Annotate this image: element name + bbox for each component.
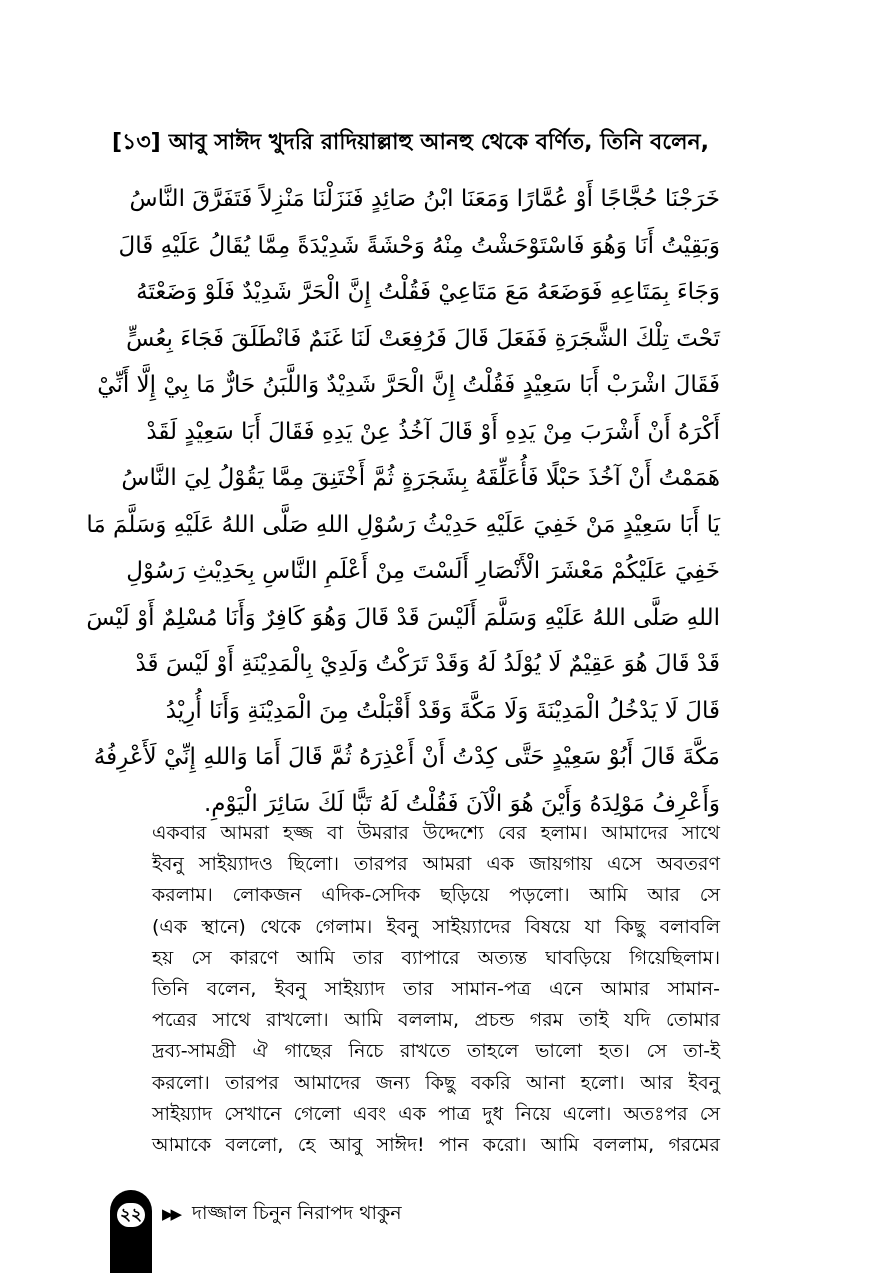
translation-line: হয় সে কারণে আমি তার ব্যাপারে অত্যন্ত ঘাবড়িয়ে গিয়েছিলাম। bbox=[152, 946, 720, 969]
translation-line: আমাকে বললো, হে আবু সাঈদ! পান করো। আমি বললাম, গরমের bbox=[152, 1134, 720, 1157]
arabic-line: وَبَقِيْتُ أَنَا وَهُوَ فَاسْتَوْحَشْتُ مِنْهُ وَحْشَةً شَدِيْدَةً مِمَّا يُقَالُ عَلَيْهِ قَالَ bbox=[118, 232, 720, 259]
arabic-line: وَجَاءَ بِمَتَاعِهِ فَوَضَعَهُ مَعَ مَتَاعِيْ فَقُلْتُ إِنَّ الْحَرَّ شَدِيْدٌ فَلَوْ وَضَعْتَهُ bbox=[136, 279, 720, 305]
page-number-badge bbox=[110, 1190, 152, 1240]
hadith-intro: আবু সাঈদ খুদরি রাদিয়াল্লাহু আনহু থেকে বর্ণিত, তিনি বলেন, bbox=[168, 130, 710, 155]
arabic-line: قَالَ لَا يَدْخُلُ الْمَدِيْنَةَ وَلَا مَكَّةَ وَقَدْ أَقْبَلْتُ مِنَ الْمَدِيْنَةِ وَأَنَا أُرِيْدُ bbox=[165, 697, 720, 724]
page-number: ২২ bbox=[117, 1203, 145, 1227]
translation-line: করলাম। লোকজন এদিক-সেদিক ছড়িয়ে পড়লো। আমি আর সে bbox=[152, 884, 720, 907]
arabic-text-block bbox=[86, 176, 720, 827]
arabic-line: تَحْتَ تِلْكَ الشَّجَرَةِ فَفَعَلَ قَالَ فَرُفِعَتْ لَنَا غَنَمٌ فَانْطَلَقَ فَجَاءَ بِعُسٍّ bbox=[126, 325, 720, 352]
translation-line: করলো। তারপর আমাদের জন্য কিছু বকরি আনা হলো। আর ইবনু bbox=[152, 1071, 720, 1094]
book-title: দাজ্জাল চিনুন নিরাপদ থাকুন bbox=[192, 1202, 402, 1224]
translation-line: ইবনু সাইয়্যাদও ছিলো। তারপর আমরা এক জায়গায় এসে অবতরণ bbox=[152, 853, 720, 876]
arabic-line: هَمَمْتُ أَنْ آخُذَ حَبْلًا فَأُعَلِّقَهُ بِشَجَرَةٍ ثُمَّ أَخْتَنِقَ مِمَّا يَقُوْلُ لِيَ النَّاسُ bbox=[121, 465, 720, 491]
hadith-heading bbox=[112, 126, 752, 160]
arabic-line: مَكَّةَ قَالَ أَبُوْ سَعِيْدٍ حَتَّى كِدْتُ أَنْ أَعْذِرَهُ ثُمَّ قَالَ أَمَا وَاللهِ إِنِّيْ لَأَعْرِفُهُ bbox=[93, 744, 720, 770]
arabic-line: فَقَالَ اشْرَبْ أَبَا سَعِيْدٍ فَقُلْتُ إِنَّ الْحَرَّ شَدِيْدٌ وَاللَّبَنُ حَارٌّ مَا بِيْ إِلَّا أَنِّيْ bbox=[97, 372, 720, 398]
hadith-reference-number: [১৩] bbox=[112, 130, 161, 155]
page-footer bbox=[110, 1190, 530, 1273]
bangla-translation-block bbox=[152, 818, 720, 1161]
arabic-line: أَكْرَهُ أَنْ أَشْرَبَ مِنْ يَدِهِ أَوْ قَالَ آخُذُ عِنْ يَدِهِ فَقَالَ أَبَا سَعِيْدٍ لَقَدْ bbox=[146, 418, 720, 445]
double-arrow-icon: ▶▶ bbox=[162, 1205, 180, 1223]
arabic-line: وَأَعْرِفُ مَوْلِدَهُ وَأَيْنَ هُوَ الْآنَ فَقُلْتُ لَهُ تَبًّا لَكَ سَائِرَ الْيَوْمِ. bbox=[203, 790, 720, 817]
translation-line: (এক স্থানে) থেকে গেলাম। ইবনু সাইয়্যাদের বিষয়ে যা কিছু বলাবলি bbox=[152, 915, 720, 938]
translation-line: সাইয়্যাদ সেখানে গেলো এবং এক পাত্র দুধ নিয়ে এলো। অতঃপর সে bbox=[152, 1102, 720, 1125]
translation-line: দ্রব্য-সামগ্রী ঐ গাছের নিচে রাখতে তাহলে ভালো হত। সে তা-ই bbox=[152, 1040, 720, 1063]
translation-line: একবার আমরা হজ্জ বা উমরার উদ্দেশ্যে বের হলাম। আমাদের সাথে bbox=[152, 822, 720, 844]
arabic-line: اللهِ صَلَّى اللهُ عَلَيْهِ وَسَلَّمَ أَلَيْسَ قَدْ قَالَ وَهُوَ كَافِرٌ وَأَنَا مُسْلِمٌ أَوْ لَيْسَ bbox=[86, 604, 720, 631]
arabic-line: خَرَجْنَا حُجَّاجًا أَوْ عُمَّارًا وَمَعَنَا ابْنُ صَائِدٍ فَنَزَلْنَا مَنْزِلاً فَتَفَرَّقَ النَّاسُ bbox=[129, 186, 720, 212]
arabic-line: قَدْ قَالَ هُوَ عَقِيْمٌ لَا يُوْلَدُ لَهُ وَقَدْ تَرَكْتُ وَلَدِيْ بِالْمَدِيْنَةِ أَوْ لَيْسَ قَدْ bbox=[135, 651, 720, 677]
arabic-line: يَا أَبَا سَعِيْدٍ مَنْ خَفِيَ عَلَيْهِ حَدِيْثُ رَسُوْلِ اللهِ صَلَّى اللهُ عَلَيْهِ وَسَلَّمَ مَا bbox=[86, 511, 720, 538]
translation-line: পত্রের সাথে রাখলো। আমি বললাম, প্রচন্ড গরম তাই যদি তোমার bbox=[152, 1009, 720, 1032]
translation-line: তিনি বলেন, ইবনু সাইয়্যাদ তার সামান-পত্র এনে আমার সামান- bbox=[152, 978, 720, 1001]
arabic-line: خَفِيَ عَلَيْكُمْ مَعْشَرَ الْأَنْصَارِ أَلَسْتَ مِنْ أَعْلَمِ النَّاسِ بِحَدِيْثِ رَسُوْلِ bbox=[126, 558, 720, 584]
